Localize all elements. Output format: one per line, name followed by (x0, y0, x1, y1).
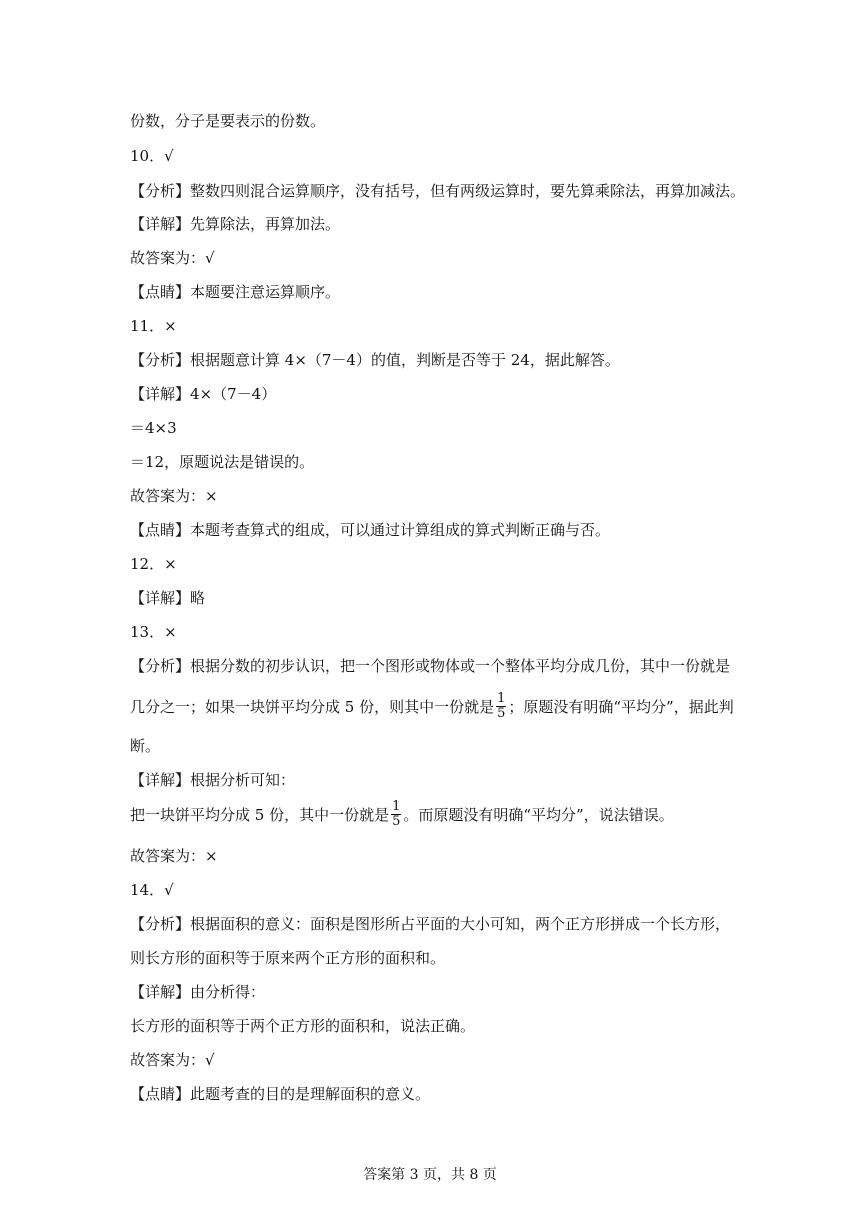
q13-analysis-line-3: 断。 (130, 737, 161, 755)
q12-detail: 【详解】略 (130, 589, 206, 607)
q11-detail: 【详解】4×（7－4） (130, 385, 277, 403)
q13-detail-line-2 (130, 798, 674, 832)
q14-answer: 故答案为：√ (130, 1051, 215, 1069)
fraction-one-fifth (496, 692, 506, 721)
fraction-denominator: 5 (392, 813, 401, 829)
q11-step-1: ＝4×3 (130, 419, 177, 437)
q13-answer: 故答案为：× (130, 847, 218, 865)
q13-analysis-text-after: ；原题没有明确“平均分”，据此判 (508, 698, 734, 716)
q14-analysis-line-2: 则长方形的面积等于原来两个正方形的面积和。 (130, 949, 446, 967)
q11-step-2: ＝12，原题说法是错误的。 (130, 453, 315, 471)
question-11-header: 11．× (130, 317, 177, 335)
q11-answer: 故答案为：× (130, 487, 218, 505)
q10-answer: 故答案为：√ (130, 249, 215, 267)
fraction-numerator: 1 (392, 798, 401, 814)
fraction-one-fifth (391, 800, 401, 829)
q13-analysis-text-before: 几分之一；如果一块饼平均分成 5 份，则其中一份就是 (130, 698, 495, 716)
q13-detail-text-before: 把一块饼平均分成 5 份，其中一份就是 (130, 806, 390, 824)
q11-comment: 【点睛】本题考查算式的组成，可以通过计算组成的算式判断正确与否。 (130, 521, 611, 539)
q13-detail: 【详解】根据分析可知： (130, 771, 296, 789)
question-13-header: 13．× (130, 623, 177, 641)
q10-detail: 【详解】先算除法，再算加法。 (130, 215, 341, 233)
q14-detail-line-2: 长方形的面积等于两个正方形的面积和，说法正确。 (130, 1017, 476, 1035)
q14-comment: 【点睛】此题考查的目的是理解面积的意义。 (130, 1085, 431, 1103)
q13-analysis-line-2 (130, 690, 734, 724)
q14-analysis-line-1: 【分析】根据面积的意义：面积是图形所占平面的大小可知，两个正方形拼成一个长方形， (130, 915, 731, 933)
q10-analysis: 【分析】整数四则混合运算顺序，没有括号，但有两级运算时，要先算乘除法，再算加减法。 (130, 182, 746, 200)
question-12-header: 12．× (130, 555, 177, 573)
page-footer: 答案第 3 页，共 8 页 (363, 1167, 497, 1183)
q11-analysis: 【分析】根据题意计算 4×（7－4）的值，判断是否等于 24，据此解答。 (130, 351, 620, 369)
q13-detail-text-after: 。而原题没有明确“平均分”，说法错误。 (403, 806, 674, 824)
q14-detail: 【详解】由分析得： (130, 983, 266, 1001)
question-14-header: 14．√ (130, 881, 174, 899)
fraction-numerator: 1 (497, 690, 506, 706)
fraction-denominator: 5 (497, 705, 506, 721)
q10-comment: 【点睛】本题要注意运算顺序。 (130, 283, 341, 301)
text-line: 份数，分子是要表示的份数。 (130, 112, 326, 130)
question-10-header: 10．√ (130, 147, 174, 165)
q13-analysis-line-1: 【分析】根据分数的初步认识，把一个图形或物体或一个整体平均分成几份，其中一份就是 (130, 657, 731, 675)
